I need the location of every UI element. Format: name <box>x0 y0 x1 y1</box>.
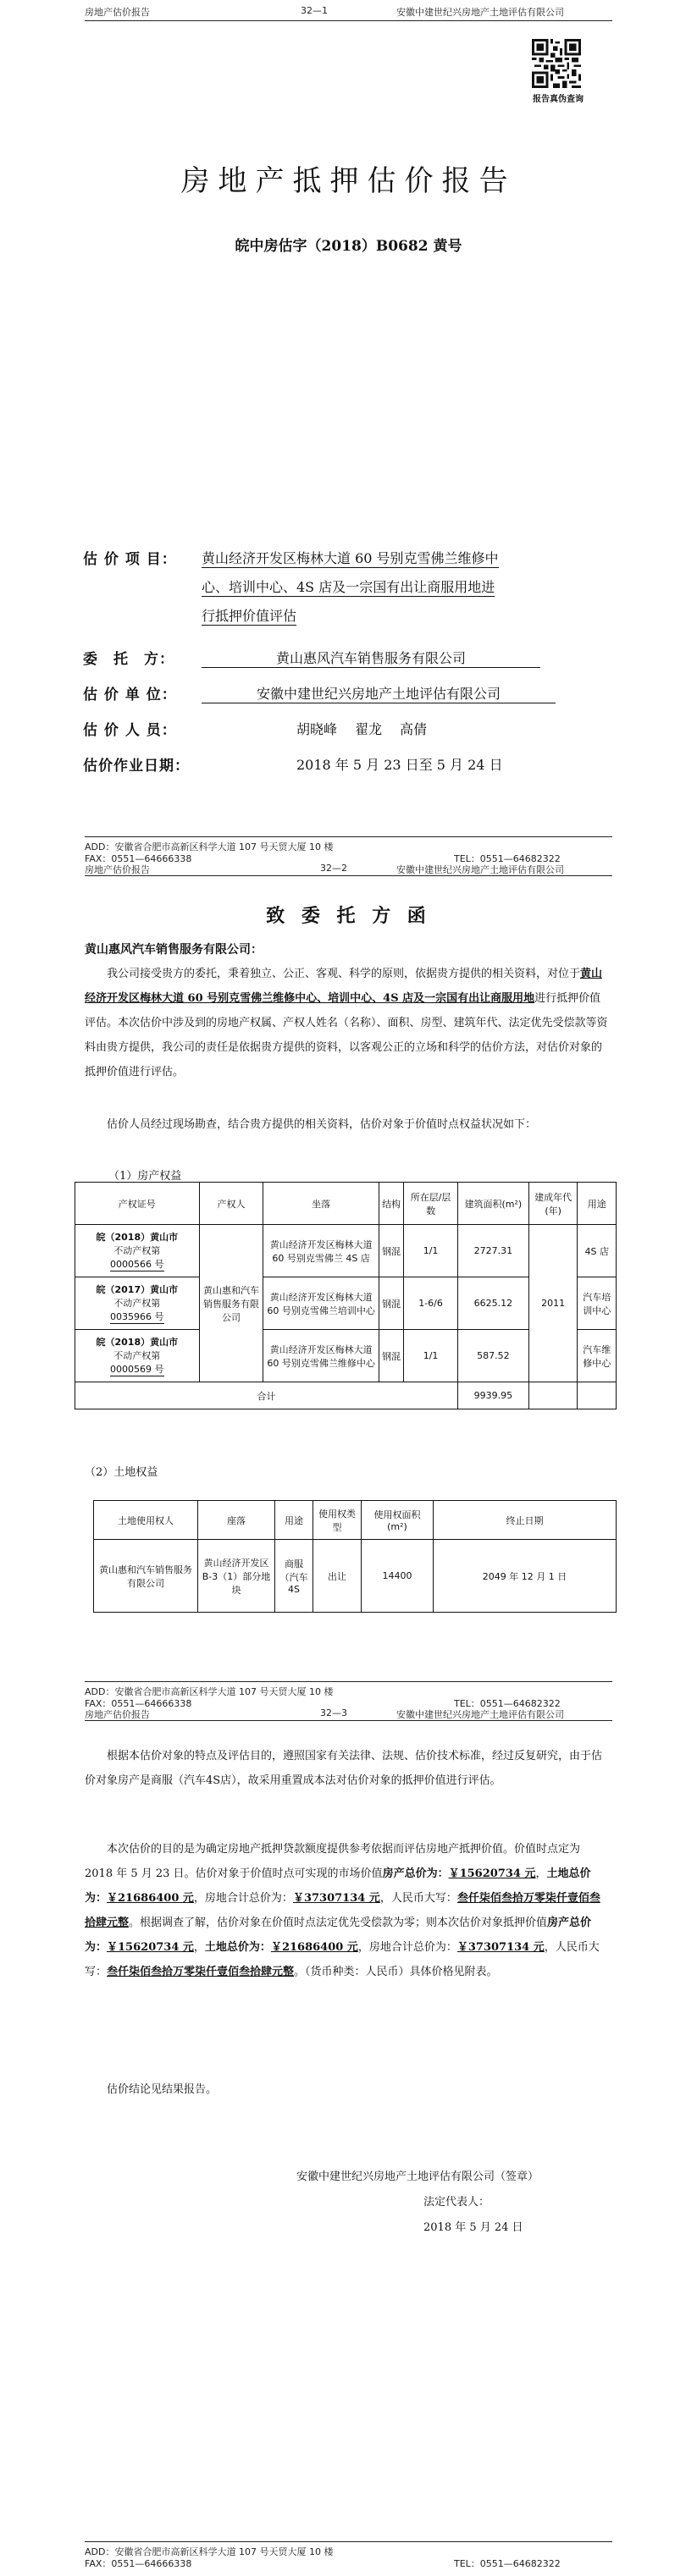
t1-cert-cell <box>75 1277 200 1330</box>
t1-header-location: 坐落 <box>263 1183 379 1225</box>
report-title: 房地产抵押估价报告 <box>180 164 517 198</box>
t1-cert-a: 皖（2018）黄山市 <box>96 1337 179 1348</box>
table-row <box>75 1225 617 1277</box>
page3-footer-tel: TEL：0551—64682322 <box>454 2558 561 2569</box>
t1-location-cell: 黄山经济开发区梅林大道 60 号别克雪佛兰维修中心 <box>263 1330 379 1382</box>
agency-label: 估 价 单 位： <box>83 687 177 703</box>
page2-footer-rule <box>85 1681 612 1682</box>
land-total-label-2: 土地总价为： <box>204 1941 271 1954</box>
grand-total-label-2: 房地合计总价为： <box>368 1941 457 1954</box>
t1-cert-c: 0035966 号 <box>110 1311 164 1322</box>
t1-location-cell: 黄山经济开发区梅林大道 60 号别克雪佛兰 4S 店 <box>263 1225 379 1277</box>
t2-use-cell: 商服（汽车 4S <box>275 1540 313 1613</box>
para1-property-location: 黄山经济开发区梅林大道 60 号别克雪佛兰维修中心、培训中心、4S 店及一宗国有出让商服用地 <box>85 968 603 1005</box>
letter-title: 致 委 托 方 函 <box>266 905 431 927</box>
page2-footer-address: ADD：安徽省合肥市高新区科学大道 107 号天贸大厦 10 楼 <box>85 1686 334 1697</box>
t1-total-empty-2 <box>578 1382 617 1409</box>
valuers-label: 估 价 人 员： <box>83 722 177 739</box>
signature-company: 安徽中建世纪兴房地产土地评估有限公司（签章） <box>296 2171 539 2183</box>
t1-cert-b: 不动产权第 <box>113 1245 161 1256</box>
date-label: 估价作业日期： <box>83 758 190 775</box>
agency-value: 安徽中建世纪兴房地产土地评估有限公司 <box>202 683 556 703</box>
t1-cert-b: 不动产权第 <box>113 1350 161 1361</box>
t2-header-area: 使用权面积(m²) <box>362 1501 434 1540</box>
house-total-label-2: 房产总价为： <box>85 1917 592 1954</box>
t1-header-use: 用途 <box>578 1183 617 1225</box>
page3-header-right: 安徽中建世纪兴房地产土地评估有限公司 <box>396 1709 564 1720</box>
para2-text-a: 本次估价的目的是为确定房地产抵押贷款额度提供参考依据而评估房地产抵押价值。价值时点定为 2018 年 5 月 23 日。估价对象于价值时点可实现的市场价值 <box>85 1843 581 1880</box>
t1-cert-c: 0000566 号 <box>110 1259 164 1270</box>
page1-footer-address: ADD：安徽省合肥市高新区科学大道 107 号天贸大厦 10 楼 <box>85 841 334 852</box>
page1-header-page: 32—1 <box>301 5 328 16</box>
t1-structure-cell: 钢混 <box>379 1330 403 1382</box>
qr-code-icon <box>532 39 581 88</box>
page2-header-rule <box>85 875 612 876</box>
page1-footer-fax: FAX：0551—64666338 <box>85 853 192 864</box>
t1-owner-cell: 黄山惠和汽车销售服务有限公司 <box>199 1225 263 1382</box>
t1-structure-cell: 钢混 <box>379 1277 403 1330</box>
t1-structure-cell: 钢混 <box>379 1225 403 1277</box>
t2-end-date-cell: 2049 年 12 月 1 日 <box>434 1540 617 1613</box>
grand-total-label: 房地合计总价为： <box>204 1892 293 1905</box>
t1-use-cell: 汽车培训中心 <box>578 1277 617 1330</box>
t1-floor-cell: 1/1 <box>404 1225 458 1277</box>
letter-addressee: 黄山惠风汽车销售服务有限公司： <box>85 943 263 957</box>
letter-paragraph-1 <box>85 962 610 1084</box>
project-line-2: 心、培训中心、4S 店及一宗国有出让商服用地进 <box>202 576 495 597</box>
page3-header-left: 房地产估价报告 <box>85 1709 150 1720</box>
t1-header-structure: 结构 <box>379 1183 403 1225</box>
t1-cert-cell <box>75 1330 200 1382</box>
qr-caption: 报告真伪查询 <box>533 95 584 104</box>
t1-area-cell: 6625.12 <box>457 1277 528 1330</box>
t1-header-floor: 所在层/层数 <box>404 1183 458 1225</box>
valuers-value: 胡晓峰 翟龙 高倩 <box>296 721 428 737</box>
page3-footer-fax: FAX：0551—64666338 <box>85 2558 192 2569</box>
client-label: 委 托 方： <box>83 651 174 668</box>
result-paragraph-2: 本次估价的目的是为确定房地产抵押贷款额度提供参考依据而评估房地产抵押价值。价值时点定为 2018 年 5 月 23 日。估价对象于价值时点可实现的市场价值房产总价为：￥15620734 元，土地总价为：￥21686400 元，房地合计总价为：￥37307134 元，人民币大写：叁仟柒佰叁拾万零柒仟壹佰叁拾肆元整。根据调查了解，估价对象在价值时点法定优先受偿款为零；则本次估价对象抵押价值房产总价为：￥15620734 元，土地总价为：￥21686400 元，房地合计总价为：￥37307134 元，人民币大写：叁仟柒佰叁拾万零柒仟壹佰叁拾肆元整。（货币种类：人民币）具体价格见附表。 <box>85 1843 600 1978</box>
t1-cert-a: 皖（2018）黄山市 <box>96 1232 179 1243</box>
page2-header-left: 房地产估价报告 <box>85 864 150 875</box>
date-value: 2018 年 5 月 23 日至 5 月 24 日 <box>296 757 503 773</box>
t1-cert-cell <box>75 1225 200 1277</box>
rmb-text-2: ，人民币大写： <box>85 1941 600 1978</box>
t1-header-year: 建成年代(年) <box>528 1183 578 1225</box>
t2-header-location: 座落 <box>198 1501 275 1540</box>
t1-cert-a: 皖（2017）黄山市 <box>96 1284 179 1295</box>
t1-header-cert: 产权证号 <box>75 1183 200 1225</box>
land-total-value: ￥21686400 元 <box>107 1892 194 1905</box>
page2-footer-fax: FAX：0551—64666338 <box>85 1698 192 1709</box>
t1-area-cell: 2727.31 <box>457 1225 528 1277</box>
document-number: 皖中房估字（2018）B0682 黄号 <box>235 238 462 255</box>
t1-total-label: 合计 <box>75 1382 458 1409</box>
grand-total-value-2: ￥37307134 元 <box>456 1941 545 1954</box>
t1-area-cell: 587.52 <box>457 1330 528 1382</box>
signature-representative: 法定代表人： <box>423 2196 490 2209</box>
client-value: 黄山惠风汽车销售服务有限公司 <box>202 648 540 668</box>
signature-date: 2018 年 5 月 24 日 <box>423 2221 523 2234</box>
land-total-value-2: ￥21686400 元 <box>270 1941 358 1954</box>
t1-cert-c: 0000569 号 <box>110 1364 164 1375</box>
para2-text-b: 。根据调查了解，估价对象在价值时点法定优先受偿款为零；则本次估价对象抵押价值 <box>129 1917 548 1929</box>
house-total-label: 房产总价为： <box>382 1867 449 1880</box>
closing-text: 。（货币种类：人民币）具体价格见附表。 <box>294 1966 498 1978</box>
page3-footer-rule <box>85 2541 612 2542</box>
t2-header-owner: 土地使用权人 <box>94 1501 198 1540</box>
t1-use-cell: 4S 店 <box>578 1225 617 1277</box>
page2-header-page: 32—2 <box>320 863 347 874</box>
table-row <box>94 1540 617 1613</box>
letter-paragraph-2: 估价人员经过现场勘查，结合贵方提供的相关资料，估价对象于价值时点权益状况如下： <box>107 1118 537 1131</box>
page1-header-right: 安徽中建世纪兴房地产土地评估有限公司 <box>396 7 564 18</box>
page1-footer-rule <box>85 836 612 837</box>
para1-text-c: 进行抵押价值评估。本次估价中涉及到的房地产权属、产权人姓名（名称）、面积、房型、建筑年代、法定优先受偿款等资料由贵方提供，我公司的责任是依据贵方提供的资料，以客观公正的立场和科学的估价方法，对估价对象的抵押价值进行评估。 <box>85 992 608 1078</box>
t1-total-empty-1 <box>528 1382 578 1409</box>
t2-owner-cell: 黄山惠和汽车销售服务有限公司 <box>94 1540 198 1613</box>
result-paragraph-1: 根据本估价对象的特点及评估目的，遵照国家有关法律、法规、估价技术标准，经过反复研究，由于估价对象房产是商服（汽车4S店），故采用重置成本法对估价对象的抵押价值进行评估。 <box>85 1750 603 1787</box>
t1-total-value: 9939.95 <box>457 1382 528 1409</box>
section-house-rights: （1）房产权益 <box>108 1170 182 1183</box>
t2-area-cell: 14400 <box>362 1540 434 1613</box>
table-row <box>75 1382 617 1409</box>
page2-header-right: 安徽中建世纪兴房地产土地评估有限公司 <box>396 864 564 875</box>
t1-year-cell: 2011 <box>528 1225 578 1382</box>
page3-header-page: 32—3 <box>320 1707 347 1718</box>
house-total-value-2: ￥15620734 元 <box>107 1941 194 1954</box>
page1-header-rule <box>85 20 612 21</box>
rmb-uppercase-value: 叁仟柒佰叁拾万零柒仟壹佰叁拾肆元整 <box>85 1892 600 1929</box>
t1-cert-b: 不动产权第 <box>113 1298 161 1309</box>
t2-header-use: 用途 <box>275 1501 313 1540</box>
t1-header-owner: 产权人 <box>199 1183 263 1225</box>
grand-total-value: ￥37307134 元 <box>292 1892 380 1905</box>
house-total-value: ￥15620734 元 <box>448 1867 536 1880</box>
t1-header-area: 建筑面积(m²) <box>457 1183 528 1225</box>
page2-footer-tel: TEL：0551—64682322 <box>454 1698 561 1709</box>
para1-text-a: 我公司接受贵方的委托，秉着独立、公正、客观、科学的原则，依据贵方提供的相关资料，对位于 <box>107 968 581 980</box>
project-label: 估 价 项 目： <box>83 551 177 568</box>
t1-location-cell: 黄山经济开发区梅林大道 60 号别克雪佛兰培训中心 <box>263 1277 379 1330</box>
t1-use-cell: 汽车维修中心 <box>578 1330 617 1382</box>
rmb-text: ，人民币大写： <box>379 1892 457 1905</box>
page3-footer-address: ADD：安徽省合肥市高新区科学大道 107 号天贸大厦 10 楼 <box>85 2546 334 2557</box>
t2-type-cell: 出让 <box>313 1540 362 1613</box>
section-land-rights: （2）土地权益 <box>85 1466 158 1479</box>
project-line-3: 行抵押价值评估 <box>202 605 296 626</box>
page3-header-rule <box>85 1720 612 1721</box>
result-paragraph-3: 估价结论见结果报告。 <box>107 2083 218 2096</box>
page1-header-left: 房地产估价报告 <box>85 7 150 18</box>
project-line-1: 黄山经济开发区梅林大道 60 号别克雪佛兰维修中 <box>202 548 499 568</box>
qr-code[interactable] <box>532 39 581 91</box>
t2-header-type: 使用权类型 <box>313 1501 362 1540</box>
t1-floor-cell: 1-6/6 <box>404 1277 458 1330</box>
t1-floor-cell: 1/1 <box>404 1330 458 1382</box>
land-rights-table <box>93 1500 617 1613</box>
house-rights-table <box>75 1182 617 1409</box>
page1-footer-tel: TEL：0551—64682322 <box>454 853 561 864</box>
t2-location-cell: 黄山经济开发区 B-3（1）部分地块 <box>198 1540 275 1613</box>
t2-header-end-date: 终止日期 <box>434 1501 617 1540</box>
land-total-label: 土地总价为： <box>85 1867 591 1905</box>
rmb-uppercase-value-2: 叁仟柒佰叁拾万零柒仟壹佰叁拾肆元整 <box>107 1966 295 1978</box>
